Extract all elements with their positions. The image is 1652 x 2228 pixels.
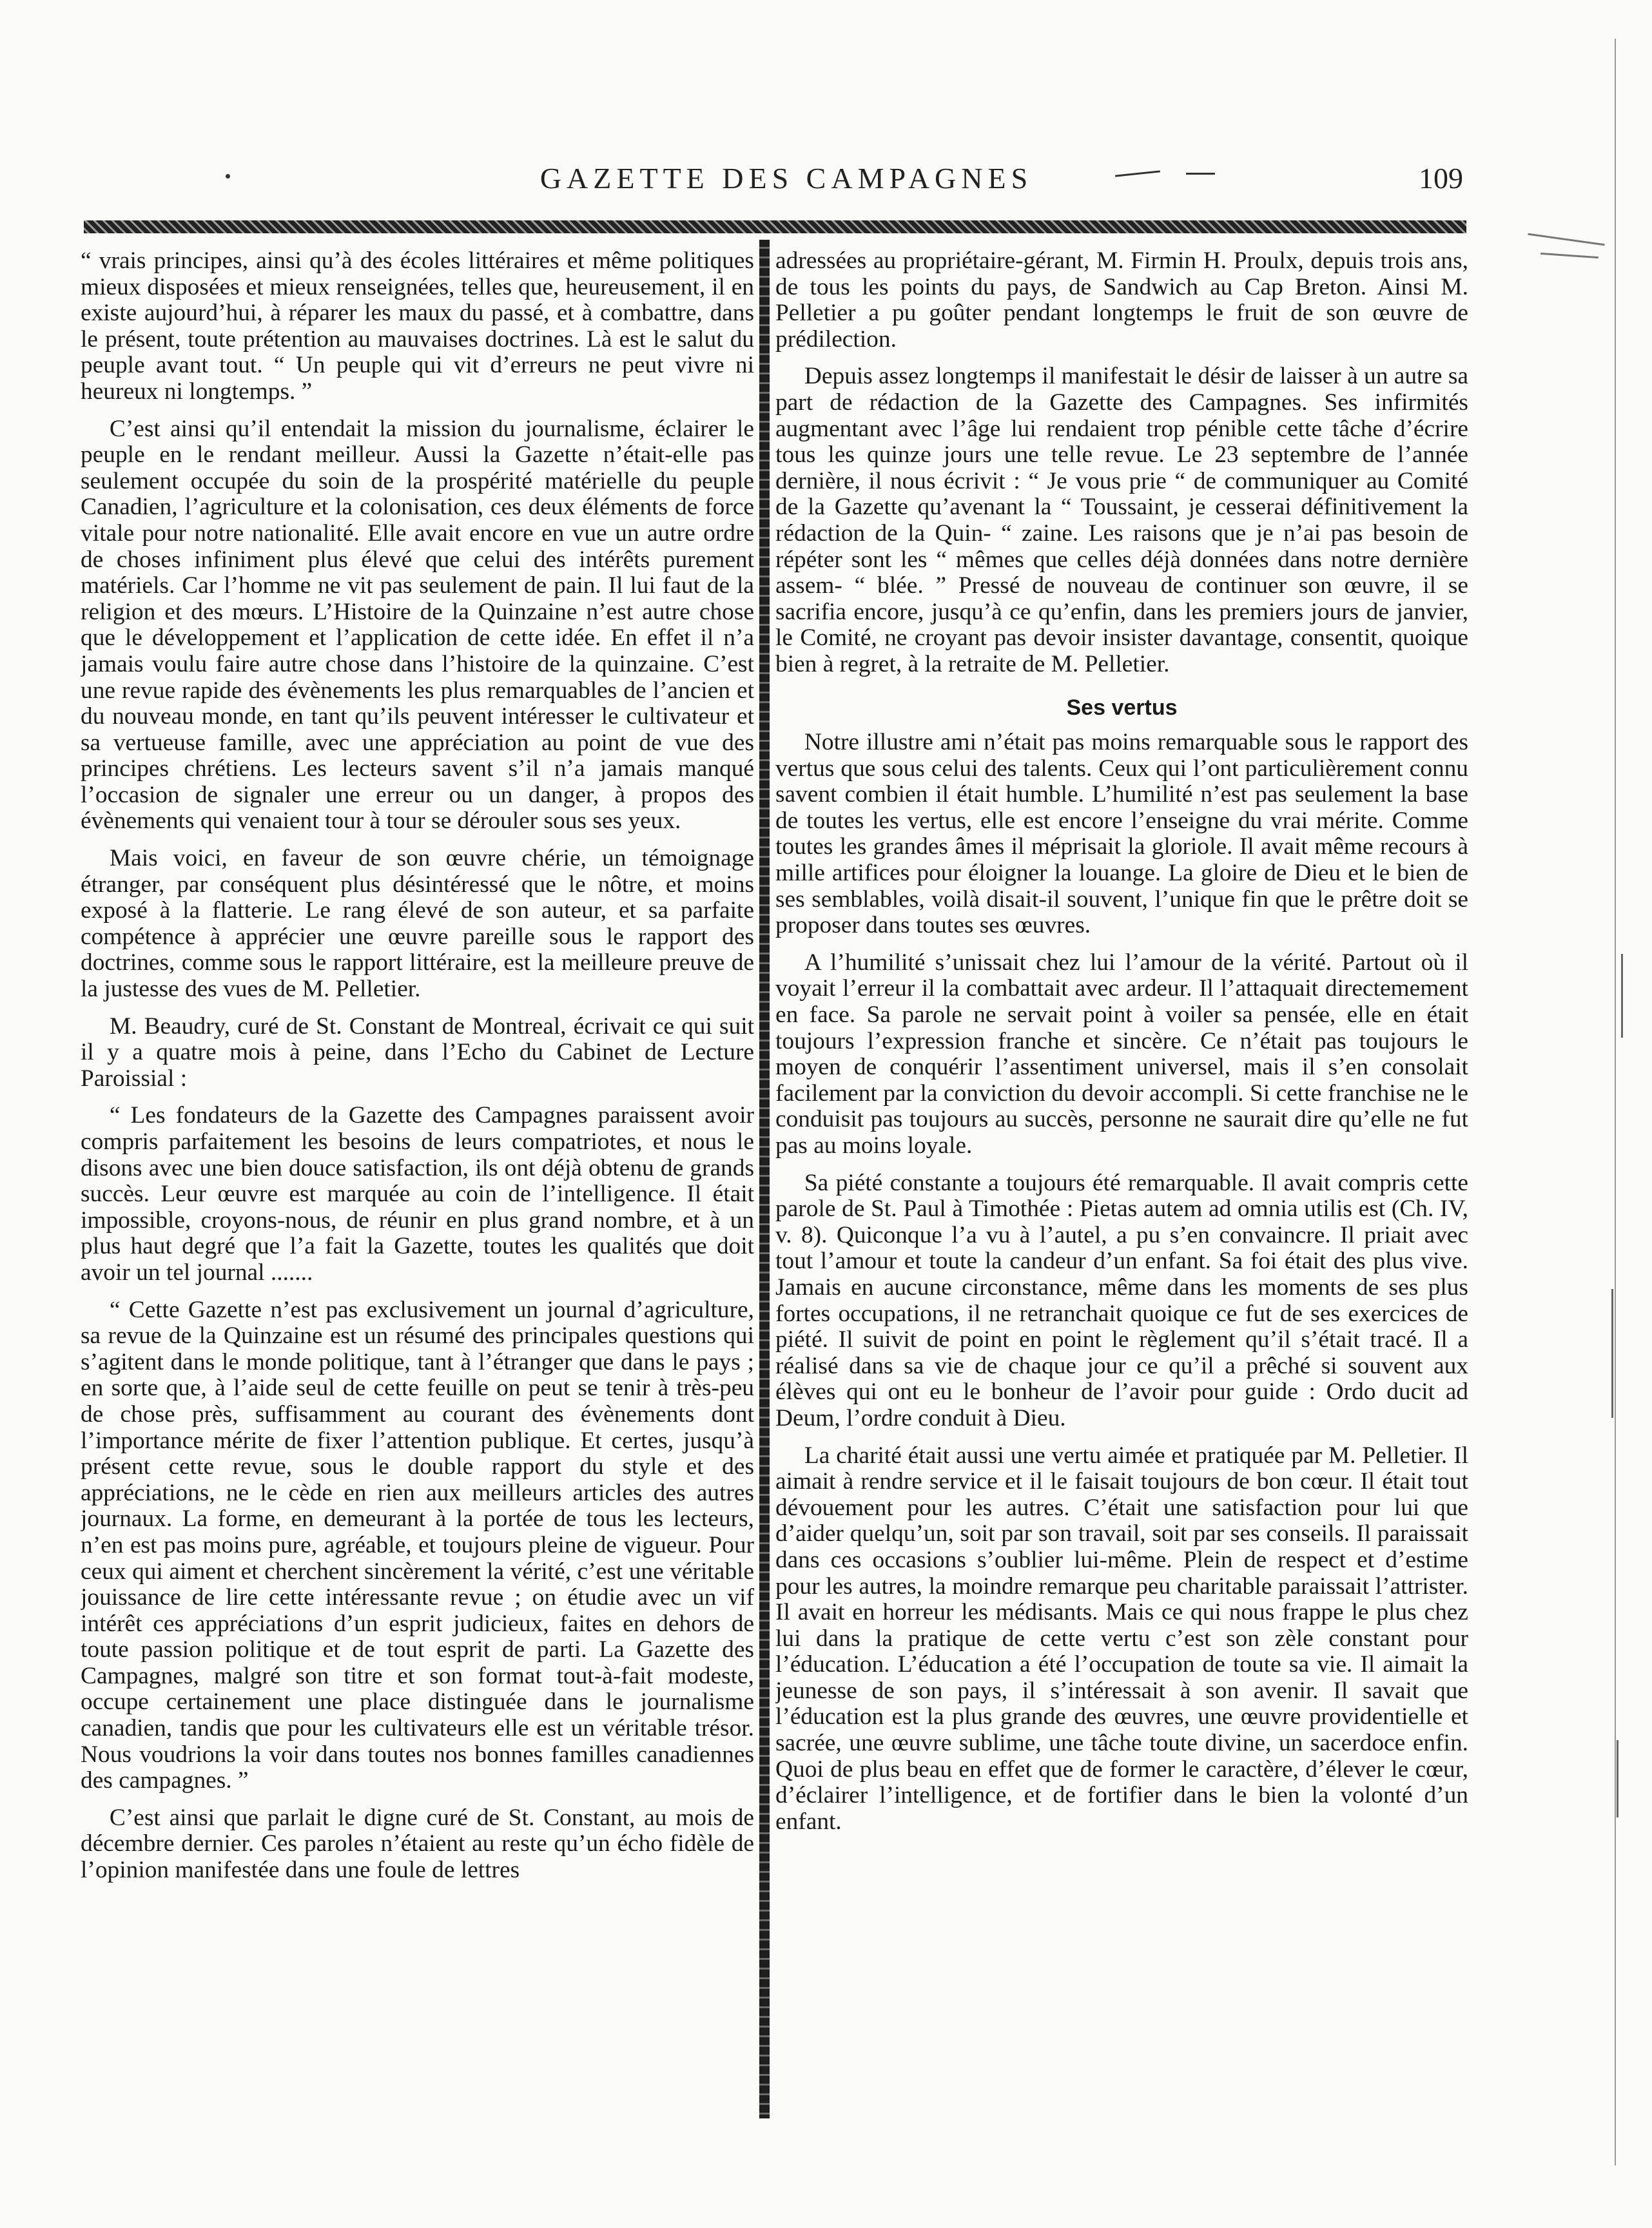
paragraph: “ Les fondateurs de la Gazette des Campagnes paraissent avoir compris parfaitement les besoins de leurs compatriotes, et nous le disons avec une bien douce satisfaction, ils ont déjà obtenu de grands succès. Leur œuvre est marquée au coin de l’intelligence. Il était impossible, croyons-nous, de réunir en plus grand nombre, et à un plus haut degré que l’a fait la Gazette, toutes les qualités que doit avoir un tel journal .......	[81, 1102, 754, 1286]
paragraph: La charité était aussi une vertu aimée et pratiquée par M. Pelletier. Il aimait à rendre service et il le faisait toujours de bon cœur. Il était tout dévouement pour les autres. C’était une satisfaction pour lui que d’aider quelqu’un, soit par son travail, soit par ses conseils. Il paraissait dans ces occasions s’oublier lui-même. Plein de respect et d’estime pour les autres, la moindre remarque peu charitable paraissait l’attrister. Il avait en horreur les médisants. Mais ce qui nous frappe le plus chez lui dans la pratique de cette vertu c’est son zèle constant pour l’éducation. L’éducation a été l’occupation de toute sa vie. Il aimait la jeunesse de son pays, il s’intéressait à son avenir. Il savait que l’éducation est la plus grande des œuvres, une œuvre providentielle et sacrée, une œuvre sublime, une tâche toute divine, un sacerdoce enfin. Quoi de plus beau en effet que de former le caractère, d’élever le cœur, d’éclairer l’intelligence, et de fortifier dans le bien la volonté d’un enfant.	[775, 1442, 1468, 1835]
page-number: 109	[1419, 162, 1463, 195]
column-divider	[759, 240, 770, 2118]
margin-mark	[1540, 253, 1599, 258]
paragraph: Sa piété constante a toujours été remarquable. Il avait compris cette parole de St. Paul à Timothée : Pietas autem ad omnia utilis est (Ch. IV, v. 8). Quiconque l’a vu à l’autel, a pu s’en convaincre. Il priait avec tout l’amour et toute la candeur d’un enfant. Sa foi était des plus vive. Jamais en aucune circonstance, même dans les moments de ses plus fortes occupations, il ne retranchait quoique ce fut de ses exercices de piété. Il suivit de point en point le règlement qu’il s’était tracé. Il a réalisé dans sa vie de chaque jour ce qu’il a prêché si souvent aux élèves qui ont eu le bonheur de l’avoir pour guide : Ordo ducit ad Deum, l’ordre conduit à Dieu.	[775, 1169, 1468, 1431]
page-title: GAZETTE DES CAMPAGNES	[539, 162, 1033, 195]
paragraph: “ vrais principes, ainsi qu’à des écoles littéraires et même politiques mieux disposées et mieux renseignées, telles que, heureusement, il en existe aujourd’hui, à réparer les maux du passé, et à combattre, dans le présent, toute prétention au mauvaises doctrines. Là est le salut du peuple avant tout. “ Un peuple qui vit d’erreurs ne peut vivre ni heureux ni longtemps. ”	[81, 248, 754, 405]
margin-line	[1615, 39, 1616, 2165]
header-dot	[226, 174, 230, 179]
left-column	[81, 248, 754, 2117]
margin-mark	[1611, 1289, 1613, 1418]
paragraph: adressées au propriétaire-gérant, M. Firmin H. Proulx, depuis trois ans, de tous les points du pays, de Sandwich au Cap Breton. Ainsi M. Pelletier a pu goûter pendant longtemps le fruit de son œuvre de prédilection.	[775, 248, 1468, 353]
header-dash	[1115, 170, 1160, 177]
section-heading: Ses vertus	[1066, 695, 1178, 720]
paragraph: “ Cette Gazette n’est pas exclusivement un journal d’agriculture, sa revue de la Quinzaine est un résumé des principales questions qui s’agitent dans le monde politique, tant à l’étranger que dans le pays ; en sorte que, à l’aide seul de cette feuille on peut se tenir à très-peu de chose près, suffisamment au courant des évènements dont l’importance mérite de fixer l’attention publique. Et certes, jusqu’à présent cette revue, sous le double rapport du style et des appréciations, ne le cède en rien aux meilleurs articles des autres journaux. La forme, en demeurant à la portée de tous les lecteurs, n’en est pas moins pure, agréable, et toujours pleine de vigueur. Pour ceux qui aiment et cherchent sincèrement la vérité, c’est une véritable jouissance de lire cette intéressante revue ; on étudie avec un vif intérêt ces appréciations d’un esprit judicieux, faites en dehors de toute passion politique et de tout esprit de parti. La Gazette des Campagnes, malgré son titre et son format tout-à-fait modeste, occupe certainement une place distinguée dans le journalisme canadien, tandis que pour les cultivateurs elle est un véritable trésor. Nous voudrions la voir dans toutes nos bonnes familles canadiennes des campagnes. ”	[81, 1296, 754, 1794]
paragraph: C’est ainsi qu’il entendait la mission du journalisme, éclairer le peuple en le rendant meilleur. Aussi la Gazette n’était-elle pas seulement occupée du soin de la prospérité matérielle du peuple Canadien, l’agriculture et la colonisation, ces deux éléments de force vitale pour notre nationalité. Elle avait encore en vue un autre ordre de choses infiniment plus élevé que celui des intérêts purement matériels. Car l’homme ne vit pas seulement de pain. Il lui faut de la religion et des mœurs. L’Histoire de la Quinzaine n’est autre chose que le développement et l’application de cette idée. En effet il n’a jamais voulu faire autre chose dans l’histoire de la quinzaine. C’est une revue rapide des évènements les plus remarquables de l’ancien et du nouveau monde, en tant qu’ils peuvent intéresser le cultivateur et sa vertueuse famille, avec une appréciation au point de vue des principes chrétiens. Les lecteurs savent s’il n’a jamais manqué l’occasion de signaler une erreur ou un danger, à propos des évènements qui venaient tour à tour se dérouler sous ses yeux.	[81, 415, 754, 835]
margin-marks	[1482, 0, 1652, 2228]
margin-mark	[1621, 954, 1623, 1038]
paragraph: A l’humilité s’unissait chez lui l’amour de la vérité. Partout où il voyait l’erreur il la combattait avec ardeur. Il l’attaquait directemement en face. Sa parole ne servait point à voiler sa pensée, elle en était toujours l’expression franche et sincère. Ce n’était pas toujours le moyen de conquérir l’assentiment universel, mais il s’en consolait facilement par la conviction du devoir accompli. Si cette franchise ne le conduisit pas toujours au succès, personne ne saurait dire qu’elle ne fut pas au moins loyale.	[775, 949, 1468, 1159]
header-dash	[1186, 173, 1215, 175]
paragraph: Mais voici, en faveur de son œuvre chérie, un témoignage étranger, par conséquent plus désintéressé que le nôtre, et moins exposé à la flatterie. Le rang élevé de son auteur, et sa parfaite compétence à apprécier une œuvre pareille sous le rapport des doctrines, comme sous le rapport littéraire, est la meilleure preuve de la justesse des vues de M. Pelletier.	[81, 845, 754, 1003]
paragraph: Notre illustre ami n’était pas moins remarquable sous le rapport des vertus que sous celui des talents. Ceux qui l’ont particulièrement connu savent combien il était humble. L’humilité n’est pas seulement la base de toutes les vertus, elle est encore l’enseigne du vrai mérite. Comme toutes les grandes âmes il méprisait la gloriole. Il avait même recours à mille artifices pour éloigner la louange. La gloire de Dieu et le bien de ses semblables, voilà disait-il souvent, l’unique fin que le prêtre doit se proposer dans toutes ses œuvres.	[775, 729, 1468, 939]
paragraph: C’est ainsi que parlait le digne curé de St. Constant, au mois de décembre dernier. Ces paroles n’étaient au reste qu’un écho fidèle de l’opinion manifestée dans une foule de lettres	[81, 1804, 754, 1884]
margin-mark	[1617, 1740, 1618, 1817]
paragraph: M. Beaudry, curé de St. Constant de Montreal, écrivait ce qui suit il y a quatre mois à peine, dans l’Echo du Cabinet de Lecture Paroissial :	[81, 1012, 754, 1092]
header-rule	[84, 220, 1466, 233]
paragraph: Depuis assez longtemps il manifestait le désir de laisser à un autre sa part de rédaction de la Gazette des Campagnes. Ses infirmités augmentant avec l’âge lui rendaient trop pénible cette tâche d’écrire tous les quinze jours une telle revue. Le 23 septembre de l’année dernière, il nous écrivit : “ Je vous prie “ de communiquer au Comité de la Gazette qu’avenant la “ Toussaint, je cesserai définitivement la rédaction de la Quin- “ zaine. Les raisons que je n’ai pas besoin de répéter sont les “ mêmes que celles déjà données dans notre dernière assem- “ blée. ” Pressé de nouveau de continuer son œuvre, il se sacrifia encore, jusqu’à ce qu’enfin, dans les premiers jours de janvier, le Comité, ne croyant pas devoir insister davantage, consentit, quoique bien à regret, à la retraite de M. Pelletier.	[775, 363, 1468, 677]
running-head	[84, 161, 1489, 200]
right-column	[775, 248, 1468, 2117]
margin-mark	[1528, 233, 1604, 246]
